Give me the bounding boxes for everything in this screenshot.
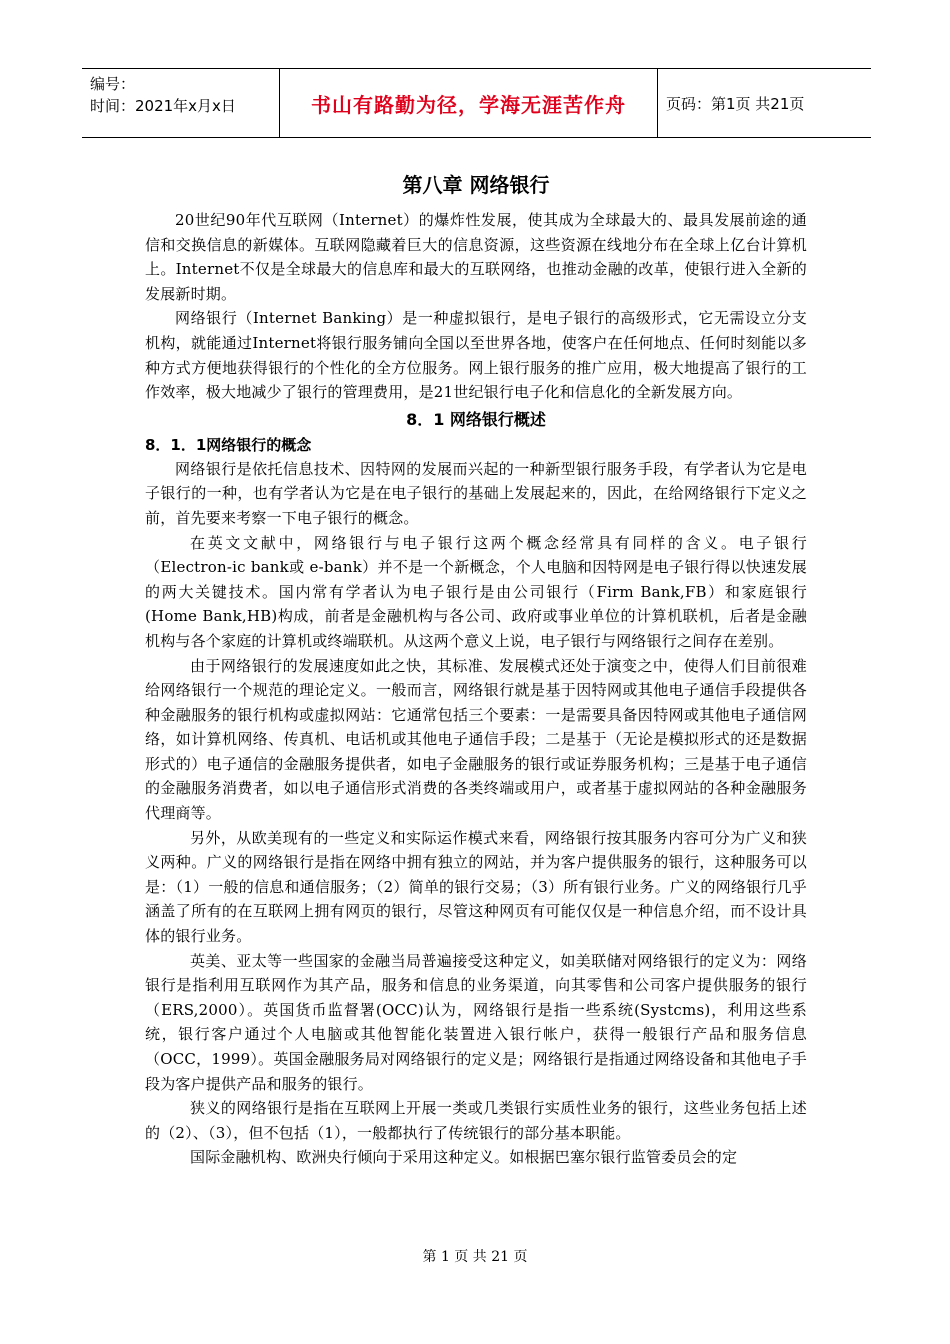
section-title: 8．1 网络银行概述 [406,409,546,429]
page-header [82,68,871,138]
document-body [145,170,807,1170]
header-meta [82,69,280,137]
body-paragraph-7: 国际金融机构、欧洲央行倾向于采用这种定义。如根据巴塞尔银行监管委员会的定 [190,1148,738,1167]
body-paragraph-1: 网络银行是依托信息技术、因特网的发展而兴起的一种新型银行服务手段，有学者认为它是电子银行的一种，也有学者认为它是在电子银行的基础上发展起来的，因此，在给网络银行下定义之前，首先要来考察一下电子银行的概念。 [145,459,807,527]
intro-paragraph-1: 20世纪90年代互联网（Internet）的爆炸性发展，使其成为全球最大的、最具发展前途的通信和交换信息的新媒体。互联网隐藏着巨大的信息资源，这些资源在线地分布在全球上亿台计算机上。Internet不仅是全球最大的信息库和最大的互联网络，也推动金融的改革，使银行进入全新的发展新时期。 [145,211,807,303]
body-paragraph-4: 另外，从欧美现有的一些定义和实际运作模式来看，网络银行按其服务内容可分为广义和狭义两种。广义的网络银行是指在网络中拥有独立的网站，并为客户提供服务的银行，这种服务可以是：（1）一般的信息和通信服务；（2）简单的银行交易；（3）所有银行业务。广义的网络银行几乎涵盖了所有的在互联网上拥有网页的银行，尽管这种网页有可能仅仅是一种信息介绍，而不设计具体的银行业务。 [145,828,807,946]
header-page-info: 页码：第1页 共21页 [666,94,805,113]
chapter-title: 第八章 网络银行 [402,173,550,197]
page-footer: 第 1 页 共 21 页 [422,1249,528,1265]
body-paragraph-6: 狭义的网络银行是指在互联网上开展一类或几类银行实质性业务的银行，这些业务包括上述的（2）、（3），但不包括（1），一般都执行了传统银行的部分基本职能。 [145,1099,807,1142]
subsection-title: 8．1．1网络银行的概念 [145,435,312,454]
intro-paragraph-2: 网络银行（Internet Banking）是一种虚拟银行，是电子银行的高级形式，它无需设立分支机构，就能通过Internet将银行服务铺向全国以至世界各地，使客户在任何地点、任何时刻能以多种方式方便地获得银行的个性化的全方位服务。网上银行服务的推广应用，极大地提高了银行的工作效率，极大地减少了银行的管理费用，是21世纪银行电子化和信息化的全新发展方向。 [145,309,807,402]
body-paragraph-3: 由于网络银行的发展速度如此之快，其标准、发展模式还处于演变之中，使得人们目前很难给网络银行一个规范的理论定义。一般而言，网络银行就是基于因特网或其他电子通信手段提供各种金融服务的银行机构或虚拟网站：它通常包括三个要素：一是需要具备因特网或其他电子通信网络，如计算机网络、传真机、电话机或其他电子通信手段；二是基于（无论是模拟形式的还是数据形式的）电子通信的金融服务提供者，如电子金融服务的银行或证券服务机构；三是基于电子通信的金融服务消费者，如以电子通信形式消费的各类终端或用户，或者基于虚拟网站的各种金融服务代理商等。 [145,656,807,823]
doc-number-label: 编号： [90,75,136,93]
header-motto: 书山有路勤为径，学海无涯苦作舟 [280,69,658,137]
body-paragraph-2: 在英文文献中，网络银行与电子银行这两个概念经常具有同样的含义。电子银行（Electron-ic bank或 e-bank）并不是一个新概念，个人电脑和因特网是电子银行得以快速发展的两大关键技术。国内常有学者认为电子银行是由公司银行（Firm Bank,FB）和家庭银行(Home Bank,HB)构成，前者是金融机构与各公司、政府或事业单位的计算机联机，后者是金融机构与各个家庭的计算机或终端联机。从这两个意义上说，电子银行与网络银行之间存在差别。 [145,533,807,650]
body-paragraph-5: 英美、亚太等一些国家的金融当局普遍接受这种定义，如美联储对网络银行的定义为：网络银行是指利用互联网作为其产品，服务和信息的业务渠道，向其零售和公司客户提供服务的银行（ERS,2000）。英国货币监督署(OCC)认为，网络银行是指一些系统(Systcms)，利用这些系统，银行客户通过个人电脑或其他智能化装置进入银行帐户，获得一般银行产品和服务信息（OCC，1999）。英国金融服务局对网络银行的定义是；网络银行是指通过网络设备和其他电子手段为客户提供产品和服务的银行。 [145,951,807,1093]
doc-time-label: 时间：2021年x月x日 [90,97,236,115]
